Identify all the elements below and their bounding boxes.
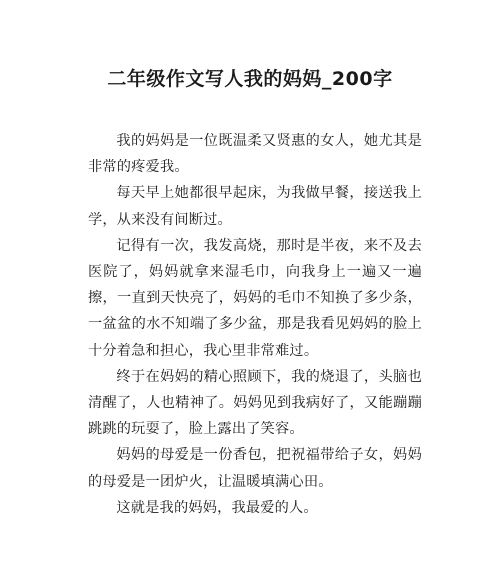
essay-paragraph-2: 每天早上她都很早起床，为我做早餐，接送我上学，从来没有间断过。 <box>88 185 422 228</box>
essay-paragraph-6: 这就是我的妈妈，我最爱的人。 <box>116 499 318 516</box>
document-title: 二年级作文写人我的妈妈_200字 <box>107 68 393 90</box>
essay-paragraph-1: 我的妈妈是一位既温柔又贤惠的女人，她尤其是非常的疼爱我。 <box>88 133 422 176</box>
essay-body <box>88 128 422 521</box>
essay-paragraph-3: 记得有一次，我发高烧，那时是半夜，来不及去医院了，妈妈就拿来湿毛巾，向我身上一遍又一遍擦，一直到天快亮了，妈妈的毛巾不知换了多少条，一盆盆的水不知端了多少盆，那是我看见妈妈的脸上十分着急和担心，我心里非常难过。 <box>88 237 422 359</box>
essay-paragraph-4: 终于在妈妈的精心照顾下，我的烧退了，头脑也清醒了，人也精神了。妈妈见到我病好了，又能蹦蹦跳跳的玩耍了，脸上露出了笑容。 <box>88 368 422 438</box>
essay-paragraph-5: 妈妈的母爱是一份香包，把祝福带给子女，妈妈的母爱是一团炉火，让温暖填满心田。 <box>88 447 422 490</box>
